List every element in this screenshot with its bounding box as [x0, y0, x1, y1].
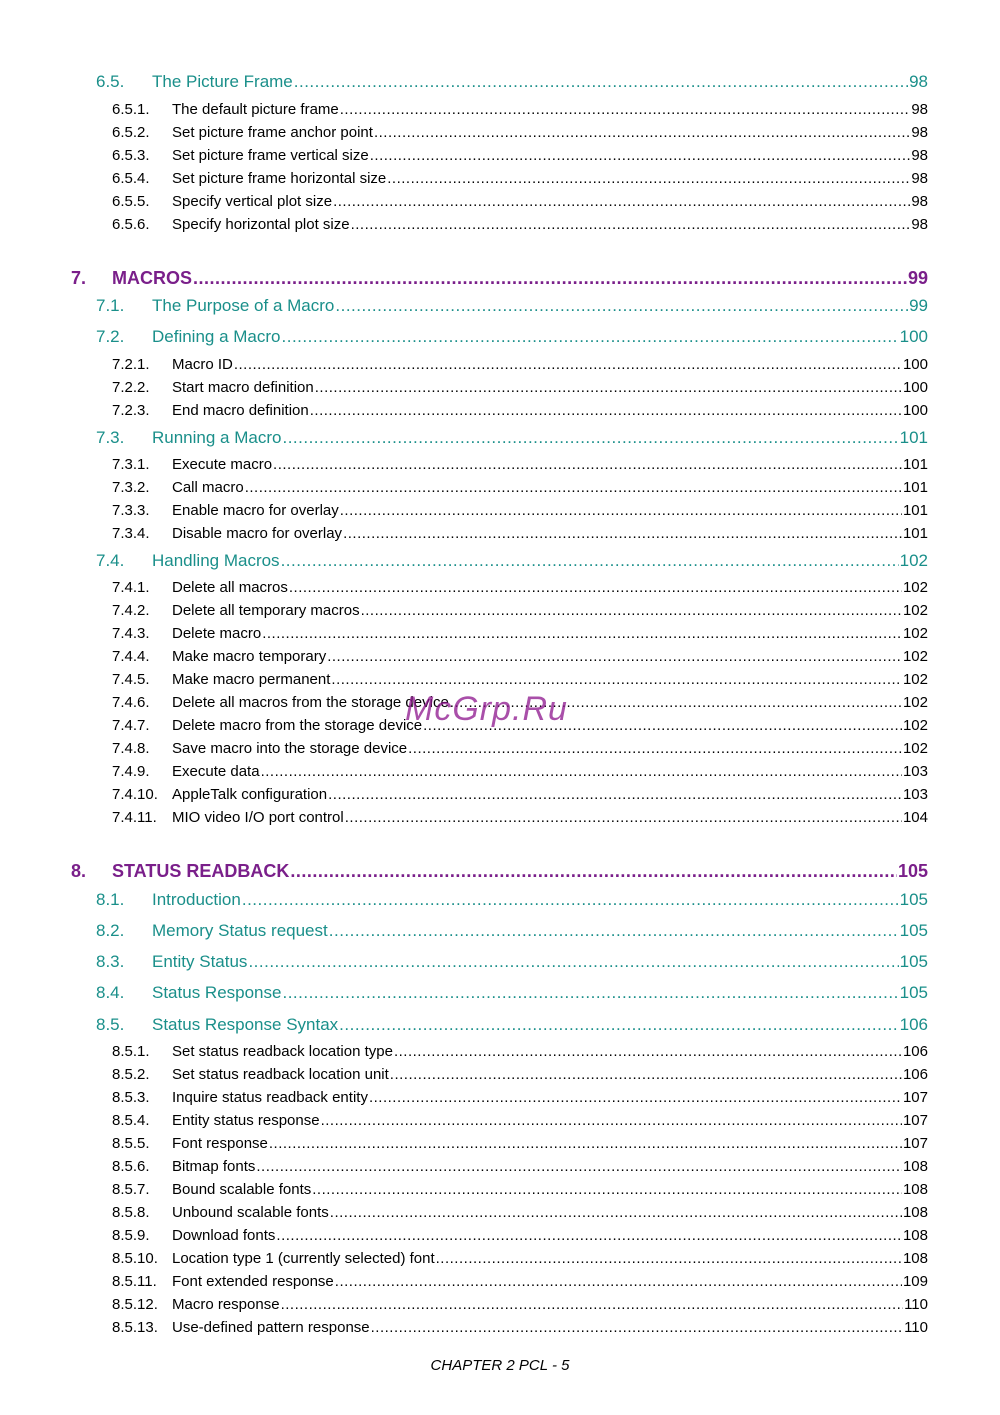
entry-number: 8.5.12. — [112, 1296, 158, 1313]
dot-leader — [371, 1319, 903, 1336]
entry-number: 8.5. — [96, 1015, 125, 1034]
entry-number: 6.5.5. — [112, 193, 150, 210]
entry-title: The default picture frame — [172, 101, 339, 118]
entry-title: Delete all temporary macros — [172, 602, 360, 619]
toc-entry[interactable] — [112, 1043, 928, 1060]
toc-entry[interactable] — [112, 1135, 928, 1152]
dot-leader — [351, 216, 911, 233]
entry-page: 102 — [902, 740, 928, 757]
entry-title: Disable macro for overlay — [172, 525, 343, 542]
toc-entry[interactable] — [112, 717, 928, 734]
entry-page: 108 — [902, 1227, 928, 1244]
toc-entry[interactable] — [96, 327, 928, 347]
entry-page: 101 — [902, 502, 928, 519]
entry-number: 6.5.6. — [112, 216, 150, 233]
dot-leader — [282, 983, 898, 1003]
entry-title: Download fonts — [172, 1227, 276, 1244]
toc-entry[interactable] — [112, 1158, 928, 1175]
entry-title: Specify vertical plot size — [172, 193, 333, 210]
toc-entry[interactable] — [112, 809, 928, 826]
dot-leader — [329, 921, 899, 941]
entry-title: The Picture Frame — [152, 72, 293, 91]
dot-leader — [262, 625, 902, 642]
dot-leader — [282, 428, 898, 448]
entry-page: 99 — [909, 296, 928, 315]
entry-title: Execute macro — [172, 456, 273, 473]
entry-page: 101 — [902, 525, 928, 542]
dot-leader — [245, 479, 902, 496]
toc-entry[interactable] — [112, 625, 928, 642]
entry-page: 102 — [902, 694, 928, 711]
entry-number: 7.4.3. — [112, 625, 150, 642]
toc-entry[interactable] — [96, 921, 928, 941]
entry-number: 6.5.4. — [112, 170, 150, 187]
toc-entry[interactable] — [112, 1319, 928, 1336]
entry-page: 102 — [902, 602, 928, 619]
toc-entry[interactable] — [112, 648, 928, 665]
entry-title: Bitmap fonts — [172, 1158, 256, 1175]
dot-leader — [321, 1112, 902, 1129]
entry-number: 8.5.5. — [112, 1135, 150, 1152]
entry-title: Execute data — [172, 763, 260, 780]
toc-entry[interactable] — [112, 101, 928, 118]
entry-number: 7.4.8. — [112, 740, 150, 757]
entry-number: 6.5.2. — [112, 124, 150, 141]
dot-leader — [256, 1158, 902, 1175]
entry-page: 100 — [902, 402, 928, 419]
toc-entry[interactable] — [112, 740, 928, 757]
toc-entry[interactable] — [112, 671, 928, 688]
toc-entry[interactable] — [96, 983, 928, 1003]
entry-number: 7.3.2. — [112, 479, 150, 496]
toc-entry[interactable] — [112, 170, 928, 187]
entry-number: 7.4.5. — [112, 671, 150, 688]
toc-entry[interactable] — [112, 579, 928, 596]
entry-title: Set picture frame vertical size — [172, 147, 369, 164]
entry-page: 105 — [899, 983, 928, 1002]
dot-leader — [328, 786, 902, 803]
toc-entry[interactable] — [112, 479, 928, 496]
entry-number: 8.2. — [96, 921, 125, 940]
toc-entry[interactable] — [112, 147, 928, 164]
entry-title: Status Response Syntax — [152, 1015, 339, 1034]
entry-title: Save macro into the storage device — [172, 740, 408, 757]
dot-leader — [261, 763, 902, 780]
toc-entry[interactable] — [112, 1204, 928, 1221]
toc-entry[interactable] — [112, 602, 928, 619]
dot-leader — [361, 602, 902, 619]
dot-leader — [387, 170, 910, 187]
entry-page: 98 — [911, 124, 928, 141]
dot-leader — [339, 1015, 898, 1035]
toc-entry[interactable] — [112, 1250, 928, 1267]
entry-number: 8.5.10. — [112, 1250, 158, 1267]
entry-title: Delete all macros — [172, 579, 288, 596]
entry-number: 8.4. — [96, 983, 125, 1002]
entry-page: 101 — [902, 479, 928, 496]
toc-entry[interactable] — [112, 525, 928, 542]
entry-page: 100 — [902, 379, 928, 396]
dot-leader — [315, 379, 902, 396]
entry-title: Font response — [172, 1135, 268, 1152]
entry-page: 102 — [902, 717, 928, 734]
entry-number: 6.5.1. — [112, 101, 150, 118]
entry-title: Bound scalable fonts — [172, 1181, 312, 1198]
entry-number: 7.4.4. — [112, 648, 150, 665]
entry-page: 103 — [902, 763, 928, 780]
entry-page: 107 — [902, 1135, 928, 1152]
toc-entry[interactable] — [96, 72, 928, 92]
entry-title: Location type 1 (currently selected) font — [172, 1250, 435, 1267]
entry-title: Specify horizontal plot size — [172, 216, 350, 233]
toc-entry[interactable] — [71, 861, 928, 882]
entry-page: 102 — [902, 671, 928, 688]
entry-number: 7.4.1. — [112, 579, 150, 596]
entry-number: 8.5.1. — [112, 1043, 150, 1060]
entry-title: Status Response — [152, 983, 282, 1002]
entry-page: 102 — [902, 625, 928, 642]
dot-leader — [294, 72, 908, 92]
entry-title: Enable macro for overlay — [172, 502, 339, 519]
entry-number: 8.5.6. — [112, 1158, 150, 1175]
entry-page: 98 — [911, 170, 928, 187]
entry-title: Delete macro from the storage device — [172, 717, 423, 734]
entry-title: Unbound scalable fonts — [172, 1204, 329, 1221]
entry-title: MACROS — [112, 268, 192, 288]
entry-page: 109 — [902, 1273, 928, 1290]
entry-page: 102 — [902, 579, 928, 596]
entry-page: 105 — [897, 861, 928, 881]
entry-title: Set picture frame anchor point — [172, 124, 373, 141]
dot-leader — [269, 1135, 902, 1152]
toc-entry[interactable] — [112, 1227, 928, 1244]
entry-page: 98 — [911, 216, 928, 233]
dot-leader — [408, 740, 902, 757]
entry-number: 7.3.1. — [112, 456, 150, 473]
toc-entry[interactable] — [112, 694, 928, 711]
entry-number: 8.5.3. — [112, 1089, 150, 1106]
entry-number: 7.3.3. — [112, 502, 150, 519]
entry-title: MIO video I/O port control — [172, 809, 344, 826]
entry-number: 7. — [71, 268, 87, 288]
entry-number: 8.5.4. — [112, 1112, 150, 1129]
toc-entry[interactable] — [96, 296, 928, 316]
entry-title: Set status readback location type — [172, 1043, 393, 1060]
dot-leader — [273, 456, 902, 473]
entry-title: Macro response — [172, 1296, 280, 1313]
entry-title: Running a Macro — [152, 428, 282, 447]
entry-page: 106 — [899, 1015, 928, 1034]
toc-entry[interactable] — [96, 551, 928, 571]
entry-page: 105 — [899, 921, 928, 940]
entry-page: 110 — [904, 1296, 928, 1313]
dot-leader — [290, 861, 897, 882]
entry-title: Make macro temporary — [172, 648, 327, 665]
dot-leader — [340, 101, 911, 118]
dot-leader — [281, 1296, 904, 1313]
toc-entry[interactable] — [112, 1273, 928, 1290]
dot-leader — [374, 124, 910, 141]
dot-leader — [340, 502, 902, 519]
entry-number: 7.4. — [96, 551, 125, 570]
entry-page: 104 — [902, 809, 928, 826]
entry-title: Entity status response — [172, 1112, 320, 1129]
entry-page: 106 — [902, 1066, 928, 1083]
toc-entry[interactable] — [112, 193, 928, 210]
entry-number: 7.4.9. — [112, 763, 150, 780]
entry-number: 7.2.3. — [112, 402, 150, 419]
entry-title: Start macro definition — [172, 379, 314, 396]
entry-number: 8.3. — [96, 952, 125, 971]
watermark-text: McGrp.Ru — [405, 690, 568, 728]
entry-number: 8.5.11. — [112, 1273, 157, 1290]
dot-leader — [331, 671, 902, 688]
entry-title: Call macro — [172, 479, 244, 496]
entry-number: 7.4.11. — [112, 809, 157, 826]
entry-page: 102 — [899, 551, 928, 570]
entry-page: 107 — [902, 1089, 928, 1106]
entry-number: 7.4.6. — [112, 694, 150, 711]
dot-leader — [370, 147, 911, 164]
entry-number: 6.5. — [96, 72, 125, 91]
dot-leader — [248, 952, 898, 972]
entry-page: 98 — [911, 101, 928, 118]
entry-number: 7.3.4. — [112, 525, 150, 542]
entry-page: 108 — [902, 1181, 928, 1198]
entry-page: 105 — [899, 890, 928, 909]
dot-leader — [333, 193, 910, 210]
entry-title: Delete all macros from the storage device — [172, 694, 449, 711]
toc-entry[interactable] — [112, 1296, 928, 1313]
toc-entry[interactable] — [96, 1015, 928, 1035]
toc-entry[interactable] — [96, 890, 928, 910]
dot-leader — [312, 1181, 902, 1198]
toc-entry[interactable] — [96, 428, 928, 448]
entry-title: AppleTalk configuration — [172, 786, 328, 803]
entry-page: 98 — [909, 72, 928, 91]
entry-number: 7.1. — [96, 296, 125, 315]
entry-title: Macro ID — [172, 356, 233, 373]
toc-entry[interactable] — [112, 216, 928, 233]
entry-title: STATUS READBACK — [112, 861, 290, 881]
dot-leader — [234, 356, 902, 373]
entry-page: 110 — [904, 1319, 928, 1336]
toc-entry[interactable] — [71, 268, 928, 289]
entry-title: Inquire status readback entity — [172, 1089, 368, 1106]
entry-number: 7.4.10. — [112, 786, 158, 803]
entry-title: Defining a Macro — [152, 327, 281, 346]
entry-number: 7.2.1. — [112, 356, 150, 373]
entry-number: 7.4.2. — [112, 602, 150, 619]
toc-entry[interactable] — [112, 1181, 928, 1198]
dot-leader — [345, 809, 902, 826]
toc-entry[interactable] — [112, 763, 928, 780]
entry-page: 99 — [907, 268, 928, 288]
entry-page: 103 — [902, 786, 928, 803]
entry-page: 102 — [902, 648, 928, 665]
dot-leader — [423, 717, 902, 734]
entry-page: 108 — [902, 1250, 928, 1267]
entry-number: 7.2.2. — [112, 379, 150, 396]
entry-title: Use-defined pattern response — [172, 1319, 370, 1336]
dot-leader — [436, 1250, 902, 1267]
dot-leader — [450, 694, 902, 711]
entry-title: End macro definition — [172, 402, 309, 419]
entry-number: 8.5.2. — [112, 1066, 150, 1083]
dot-leader — [282, 327, 899, 347]
dot-leader — [310, 402, 902, 419]
entry-number: 8.5.13. — [112, 1319, 158, 1336]
dot-leader — [281, 551, 899, 571]
entry-page: 108 — [902, 1158, 928, 1175]
toc-entry[interactable] — [112, 379, 928, 396]
entry-number: 7.2. — [96, 327, 125, 346]
entry-title: Make macro permanent — [172, 671, 331, 688]
entry-number: 8.5.9. — [112, 1227, 150, 1244]
entry-title: Entity Status — [152, 952, 248, 971]
dot-leader — [343, 525, 902, 542]
entry-page: 108 — [902, 1204, 928, 1221]
entry-page: 106 — [902, 1043, 928, 1060]
entry-number: 6.5.3. — [112, 147, 150, 164]
dot-leader — [369, 1089, 902, 1106]
entry-title: Set status readback location unit — [172, 1066, 389, 1083]
entry-number: 7.3. — [96, 428, 125, 447]
toc-entry[interactable] — [112, 356, 928, 373]
toc-entry[interactable] — [112, 502, 928, 519]
page-footer: CHAPTER 2 PCL - 5 — [430, 1357, 570, 1374]
entry-title: Font extended response — [172, 1273, 334, 1290]
toc-entry[interactable] — [112, 1089, 928, 1106]
toc-entry[interactable] — [112, 786, 928, 803]
entry-page: 100 — [899, 327, 928, 346]
dot-leader — [242, 890, 899, 910]
entry-page: 101 — [902, 456, 928, 473]
entry-title: The Purpose of a Macro — [152, 296, 335, 315]
entry-page: 107 — [902, 1112, 928, 1129]
dot-leader — [289, 579, 902, 596]
dot-leader — [335, 1273, 902, 1290]
dot-leader — [276, 1227, 902, 1244]
entry-title: Introduction — [152, 890, 241, 909]
entry-page: 98 — [911, 147, 928, 164]
toc-entry[interactable] — [112, 1112, 928, 1129]
entry-title: Memory Status request — [152, 921, 328, 940]
dot-leader — [327, 648, 902, 665]
entry-number: 7.4.7. — [112, 717, 150, 734]
toc-entry[interactable] — [112, 456, 928, 473]
dot-leader — [330, 1204, 902, 1221]
dot-leader — [193, 268, 907, 289]
entry-number: 8.1. — [96, 890, 125, 909]
dot-leader — [390, 1066, 902, 1083]
entry-page: 105 — [899, 952, 928, 971]
entry-title: Delete macro — [172, 625, 262, 642]
toc-entry[interactable] — [96, 952, 928, 972]
entry-number: 8. — [71, 861, 87, 881]
dot-leader — [394, 1043, 902, 1060]
entry-page: 100 — [902, 356, 928, 373]
entry-page: 101 — [899, 428, 928, 447]
entry-title: Set picture frame horizontal size — [172, 170, 387, 187]
entry-title: Handling Macros — [152, 551, 280, 570]
entry-page: 98 — [911, 193, 928, 210]
entry-number: 8.5.8. — [112, 1204, 150, 1221]
entry-number: 8.5.7. — [112, 1181, 150, 1198]
toc-entry[interactable] — [112, 124, 928, 141]
dot-leader — [335, 296, 908, 316]
toc-entry[interactable] — [112, 1066, 928, 1083]
toc-entry[interactable] — [112, 402, 928, 419]
